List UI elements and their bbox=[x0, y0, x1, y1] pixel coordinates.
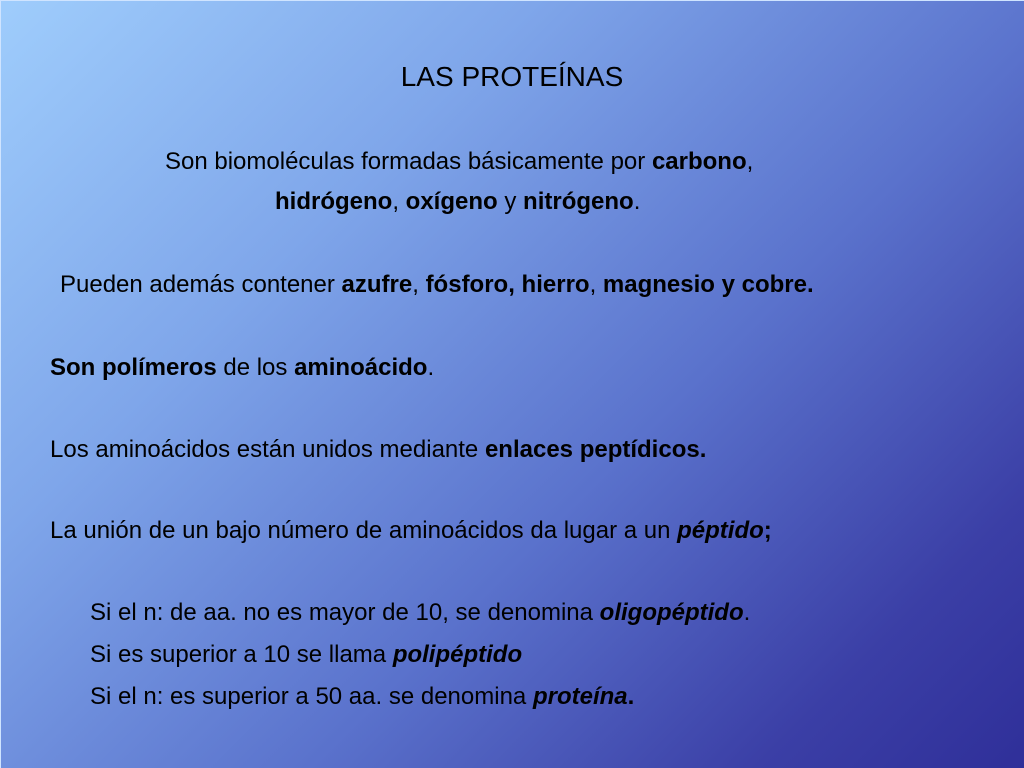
item-protein bbox=[90, 682, 634, 712]
text-segment: Si es superior a 10 se llama bbox=[90, 641, 393, 668]
paragraph-definition-line-2 bbox=[275, 187, 640, 217]
term-nitrogeno: nitrógeno bbox=[523, 188, 634, 215]
text-segment: Son biomoléculas formadas básicamente por bbox=[165, 148, 652, 175]
text-segment: Si el n: es superior a 50 aa. se denomina bbox=[90, 683, 533, 710]
text-segment: y bbox=[497, 188, 524, 215]
text-segment: . bbox=[427, 354, 435, 381]
text-segment: ; bbox=[763, 517, 772, 544]
term-polipeptido: polipéptido bbox=[392, 641, 523, 668]
term-magnesio-cobre: magnesio y cobre. bbox=[602, 271, 814, 298]
text-segment: de los bbox=[216, 354, 295, 381]
term-fosforo-hierro: fósforo, hierro bbox=[425, 271, 590, 298]
item-oligopeptide bbox=[90, 598, 750, 628]
text-segment: Si el n: de aa. no es mayor de 10, se denomina bbox=[90, 599, 600, 626]
text-segment: , bbox=[589, 271, 603, 298]
paragraph-peptide bbox=[50, 516, 772, 546]
term-oxigeno: oxígeno bbox=[405, 188, 498, 215]
term-azufre: azufre bbox=[341, 271, 413, 298]
text-segment: . bbox=[743, 599, 751, 626]
term-enlaces-peptidicos: enlaces peptídicos. bbox=[484, 436, 707, 463]
text-segment: , bbox=[392, 188, 406, 215]
term-aminoacido: aminoácido bbox=[294, 354, 428, 381]
text-segment: . bbox=[633, 188, 641, 215]
paragraph-polymers bbox=[50, 353, 434, 383]
text-segment: Los aminoácidos están unidos mediante bbox=[50, 436, 485, 463]
text-segment: . bbox=[627, 683, 635, 710]
term-polimeros: Son polímeros bbox=[50, 354, 217, 381]
term-proteina: proteína bbox=[532, 683, 628, 710]
text-segment: Pueden además contener bbox=[60, 271, 342, 298]
term-peptido: péptido bbox=[677, 517, 764, 544]
paragraph-bonds bbox=[50, 435, 706, 465]
item-polypeptide bbox=[90, 640, 522, 670]
text-segment: La unión de un bajo número de aminoácidos da lugar a un bbox=[50, 517, 678, 544]
paragraph-definition-line-1 bbox=[165, 147, 753, 177]
term-hidrogeno: hidrógeno bbox=[275, 188, 393, 215]
text-segment: , bbox=[746, 148, 754, 175]
slide-title: LAS PROTEÍNAS bbox=[400, 61, 624, 92]
text-segment: , bbox=[412, 271, 426, 298]
term-carbono: carbono bbox=[651, 148, 747, 175]
paragraph-elements bbox=[60, 270, 814, 300]
term-oligopeptido: oligopéptido bbox=[599, 599, 744, 626]
